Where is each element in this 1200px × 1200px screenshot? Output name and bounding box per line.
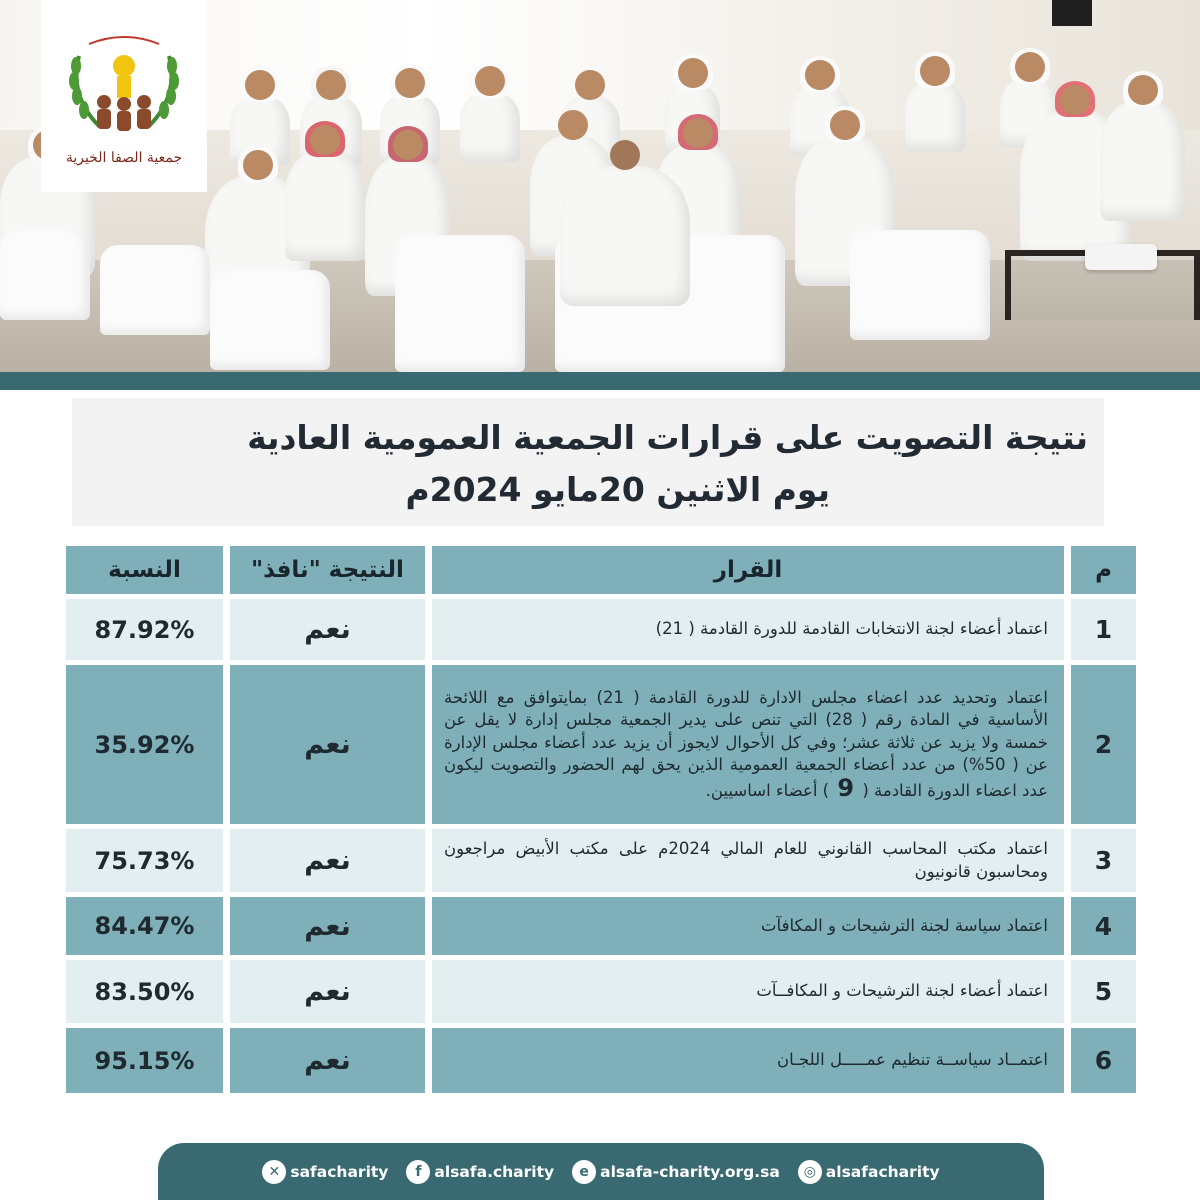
row-percent: 84.47% <box>66 897 223 955</box>
row-percent: 95.15% <box>66 1028 223 1093</box>
chair <box>0 230 90 320</box>
speaker-icon <box>1052 0 1092 26</box>
table-row <box>66 665 1136 824</box>
row-percent: 87.92% <box>66 599 223 660</box>
table-header <box>66 546 1136 594</box>
attendee <box>905 56 965 126</box>
instagram-link[interactable] <box>798 1160 940 1184</box>
row-percent: 83.50% <box>66 960 223 1023</box>
row-num: 5 <box>1071 960 1136 1023</box>
member-count: 9 <box>837 773 855 802</box>
header-num: م <box>1071 546 1136 594</box>
table-row <box>66 897 1136 955</box>
row-decision-text-end: ) أعضاء اساسيين. <box>705 780 830 800</box>
header-decision: القرار <box>432 546 1064 594</box>
table-row <box>66 960 1136 1023</box>
x-handle: safacharity <box>290 1162 389 1181</box>
charity-logo <box>41 0 207 192</box>
row-result: نعم <box>230 829 425 892</box>
row-percent: 75.73% <box>66 829 223 892</box>
row-result: نعم <box>230 599 425 660</box>
row-result: نعم <box>230 960 425 1023</box>
table-row <box>66 1028 1136 1093</box>
table-row <box>66 599 1136 660</box>
results-table <box>66 546 1136 1098</box>
row-result: نعم <box>230 1028 425 1093</box>
website-url: alsafa-charity.org.sa <box>600 1162 780 1181</box>
projector-icon <box>1085 244 1157 270</box>
attendee <box>285 125 365 235</box>
x-icon: ✕ <box>262 1160 286 1184</box>
chair <box>210 270 330 370</box>
row-decision: اعتماد سياسة لجنة الترشيحات و المكافآت <box>432 897 1064 955</box>
header-percent: النسبة <box>66 546 223 594</box>
facebook-icon: f <box>406 1160 430 1184</box>
row-decision: اعتماد مكتب المحاسب القانوني للعام المالي 2024م على مكتب الأبيض مراجعون ومحاسبون قانونيون <box>432 829 1064 892</box>
row-decision <box>432 665 1064 824</box>
attendee <box>460 66 520 136</box>
attendee <box>1100 75 1185 195</box>
title-box <box>72 398 1104 526</box>
row-num: 4 <box>1071 897 1136 955</box>
facebook-link[interactable] <box>406 1160 554 1184</box>
row-result: نعم <box>230 665 425 824</box>
row-percent: 35.92% <box>66 665 223 824</box>
web-icon: e <box>572 1160 596 1184</box>
row-decision: اعتماد أعضاء لجنة الانتخابات القادمة للدورة القادمة ( 21) <box>432 599 1064 660</box>
row-decision: اعتماد أعضاء لجنة الترشيحات و المكافــآت <box>432 960 1064 1023</box>
header-result: النتيجة "نافذ" <box>230 546 425 594</box>
divider-bar <box>0 372 1200 390</box>
attendee <box>560 140 690 280</box>
row-result: نعم <box>230 897 425 955</box>
logo-caption: جمعية الصفا الخيرية <box>65 150 183 166</box>
table-row <box>66 829 1136 892</box>
attendee <box>230 70 290 140</box>
instagram-handle: alsafacharity <box>825 1162 940 1181</box>
row-decision: اعتمــاد سياســة تنظيم عمـــــل اللجـان <box>432 1028 1064 1093</box>
row-num: 2 <box>1071 665 1136 824</box>
facebook-handle: alsafa.charity <box>434 1162 555 1181</box>
website-link[interactable] <box>572 1160 780 1184</box>
x-link[interactable] <box>262 1160 388 1184</box>
row-num: 6 <box>1071 1028 1136 1093</box>
page-subtitle: يوم الاثنين 20مايو 2024م <box>405 470 830 509</box>
row-num: 1 <box>1071 599 1136 660</box>
event-photo <box>0 0 1200 372</box>
chair <box>100 245 210 335</box>
row-num: 3 <box>1071 829 1136 892</box>
social-footer <box>158 1143 1044 1200</box>
chair <box>850 230 990 340</box>
row-decision-text: اعتماد وتحديد عدد اعضاء مجلس الادارة للدورة القادمة ( 21) بمايتوافق مع اللائحة الأساسية في المادة رقم ( 28) التي تنص على يدير الجمعية مجلس إدارة لا يقل عن خمسة ولا يزيد عن ثلاثة عشر؛ وفي كل الأحوال لايجوز أن يزيد عدد أعضاء مجلس الإدارة عن ( 50%) من عدد أعضاء الجمعية العمومية الذين يحق لهم الحضور والتصويت ليكون عدد اعضاء الدورة القادمة ( <box>444 687 1048 800</box>
logo-emblem-icon <box>59 26 189 146</box>
chair <box>395 235 525 372</box>
page-title: نتيجة التصويت على قرارات الجمعية العمومية العادية <box>247 418 1088 457</box>
instagram-icon: ◎ <box>798 1160 822 1184</box>
